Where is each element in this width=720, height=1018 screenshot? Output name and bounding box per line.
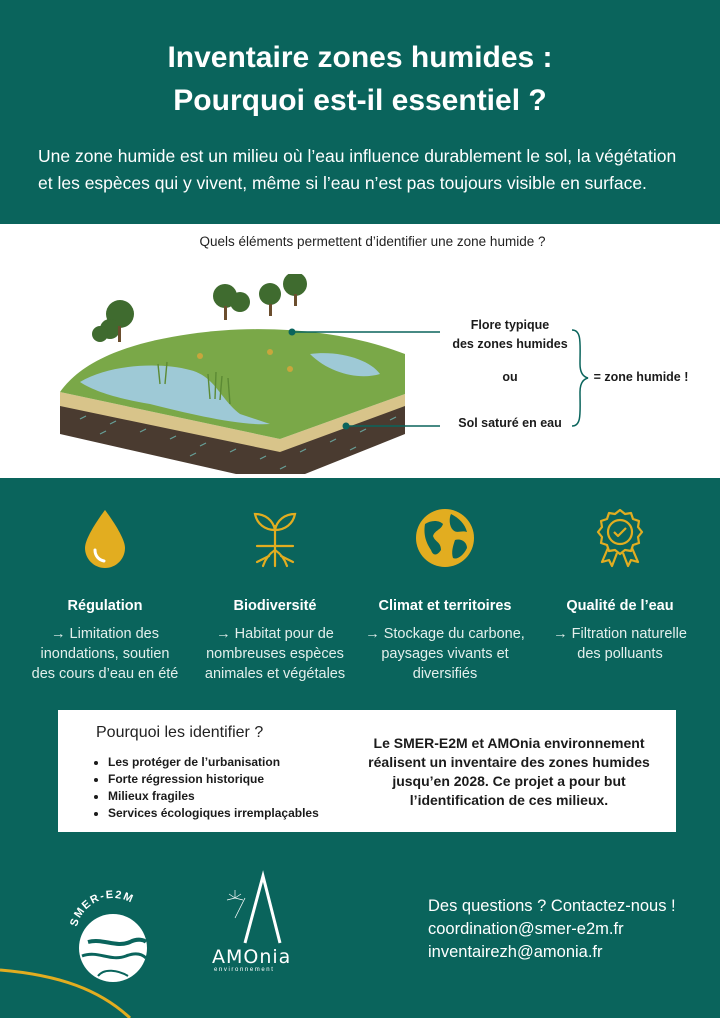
benefit-line: → Filtration naturelle <box>553 626 687 642</box>
flore-label-line1: Flore typique <box>470 318 550 332</box>
flore-label-line2: des zones humides <box>452 337 568 351</box>
benefit-description <box>530 624 710 664</box>
smer-e2m-logo <box>58 880 168 990</box>
project-line: réalisent un inventaire des zones humides <box>368 754 650 770</box>
benefit-line: → Limitation des <box>51 626 159 642</box>
list-item: • Services écologiques irremplaçables <box>108 805 319 822</box>
title-line-1: Inventaire zones humides : <box>167 41 553 74</box>
benefit-line: → Habitat pour de <box>216 626 334 642</box>
intro-text <box>38 143 698 197</box>
identification-section <box>0 224 720 478</box>
soil-label: Sol saturé en eau <box>458 416 562 430</box>
benefit-title: Climat et territoires <box>378 598 512 614</box>
contact-heading: Des questions ? Contactez-nous ! <box>428 897 676 915</box>
result-label: = zone humide ! <box>593 370 689 384</box>
globe-icon <box>413 506 477 570</box>
wetland-diagram-illustration <box>40 274 412 474</box>
contact-email-smer[interactable]: coordination@smer-e2m.fr <box>428 920 624 938</box>
project-line: jusqu’en 2028. Ce projet a pour but <box>392 773 626 789</box>
benefit-biodiversity <box>185 506 365 684</box>
why-list <box>108 754 319 822</box>
benefit-description <box>15 624 195 684</box>
smer-logo-text: SMER-E2M <box>68 888 136 928</box>
benefit-title: Biodiversité <box>233 598 317 614</box>
benefit-line: diversifiés <box>412 666 478 682</box>
benefit-description <box>185 624 365 684</box>
sprout-roots-icon <box>243 506 307 570</box>
water-drop-icon <box>73 506 137 570</box>
amonia-subtitle: environnement <box>214 967 275 973</box>
list-item: • Les protéger de l’urbanisation <box>108 754 319 771</box>
contact-block <box>428 895 676 964</box>
or-label: ou <box>502 370 518 384</box>
benefit-line: nombreuses espèces <box>206 646 344 662</box>
benefit-line: des cours d’eau en été <box>31 666 179 682</box>
amonia-wordmark: AMOnia <box>212 946 292 968</box>
why-identify-box <box>58 710 676 832</box>
benefit-climate <box>355 506 535 684</box>
title-line-2: Pourquoi est-il essentiel ? <box>173 84 547 117</box>
contact-email-amonia[interactable]: inventairezh@amonia.fr <box>428 943 603 961</box>
quality-badge-icon <box>588 506 652 570</box>
identification-question: Quels éléments permettent d’identifier une zone humide ? <box>199 234 546 249</box>
benefit-water-quality <box>530 506 710 664</box>
project-description <box>348 734 670 810</box>
list-item: • Milieux fragiles <box>108 788 319 805</box>
benefit-title: Qualité de l’eau <box>566 598 674 614</box>
benefit-line: paysages vivants et <box>381 646 509 662</box>
header-section <box>0 0 720 224</box>
benefit-title: Régulation <box>67 598 143 614</box>
benefit-description <box>355 624 535 684</box>
flore-label <box>440 316 580 354</box>
project-line: l’identification de ces milieux. <box>409 792 609 808</box>
benefit-line: des polluants <box>577 646 663 662</box>
page-title <box>0 36 720 122</box>
benefit-line: → Stockage du carbone, <box>365 626 525 642</box>
why-title: Pourquoi les identifier ? <box>96 724 264 741</box>
intro-line-1: Une zone humide est un milieu où l’eau influence durablement le sol, la végétation <box>38 146 677 166</box>
benefit-line: animales et végétales <box>204 666 346 682</box>
benefit-line: inondations, soutien <box>40 646 170 662</box>
benefit-regulation <box>15 506 195 684</box>
intro-line-2: et les espèces qui y vivent, même si l’eau n’est pas toujours visible en surface. <box>38 173 647 193</box>
list-item: • Forte régression historique <box>108 771 319 788</box>
project-line: Le SMER-E2M et AMOnia environnement <box>373 735 645 751</box>
